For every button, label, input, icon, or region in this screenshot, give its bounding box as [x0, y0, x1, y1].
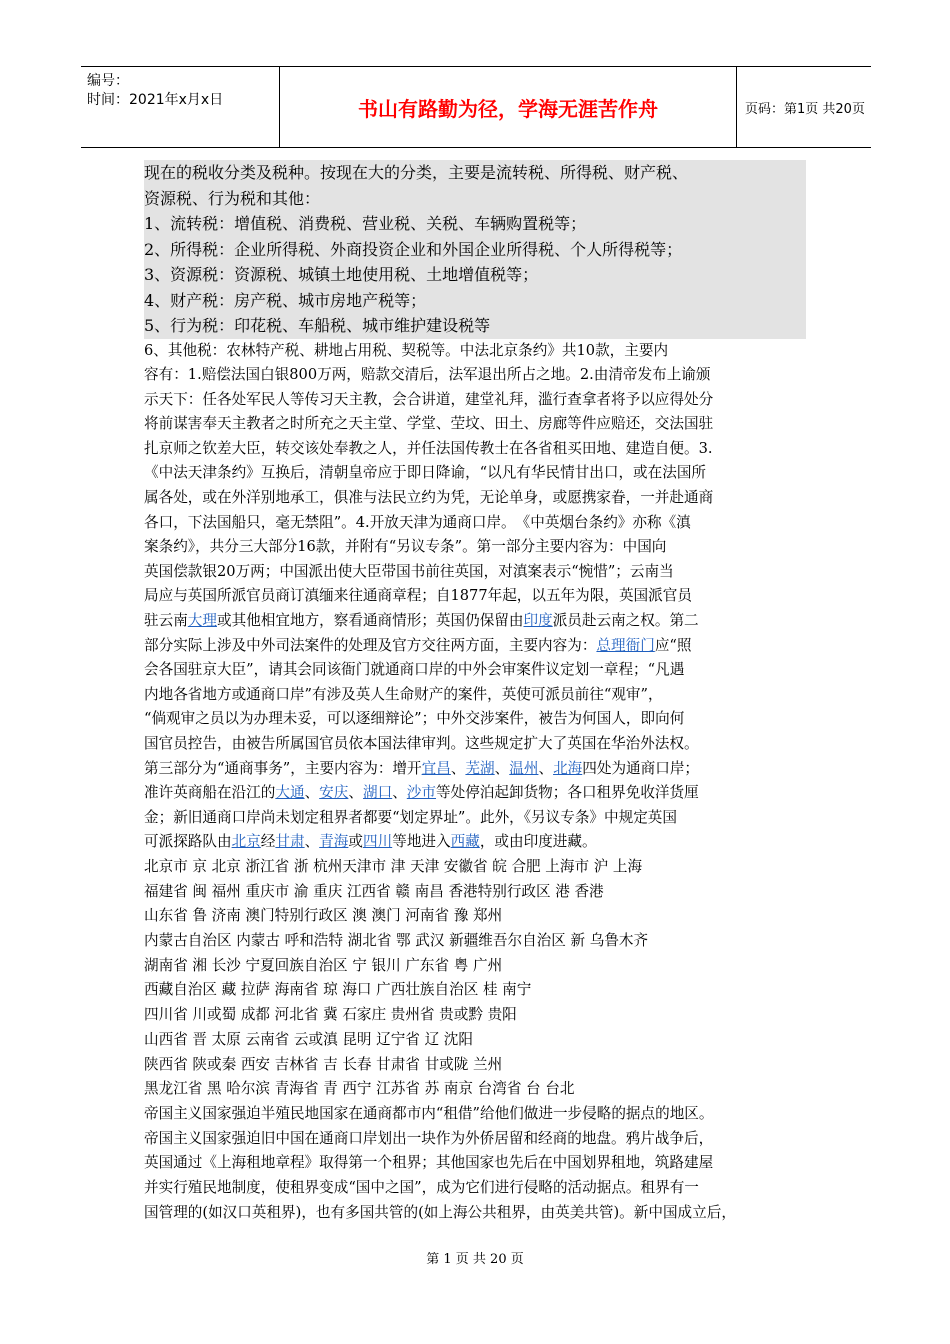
tax-category-line: 资源税、行为税和其他：: [144, 188, 321, 208]
place-link[interactable]: 宜昌: [421, 759, 451, 777]
treaty-text: 驻云南: [144, 612, 188, 630]
treaty-line: [144, 830, 816, 855]
treaty-text: “倘观审之员以为办理未妥，可以逐细辩论”；中外交涉案件，被告为何国人，即向何: [144, 710, 685, 728]
treaty-text: 或其他相宜地方，察看通商情形；英国仍保留由: [217, 612, 524, 630]
treaty-line: [144, 461, 816, 486]
treaty-text: 、: [392, 784, 407, 802]
province-line: 黑龙江省 黑 哈尔滨 青海省 青 西宁 江苏省 苏 南京 台湾省 台 台北: [144, 1080, 575, 1098]
page-header: [81, 66, 871, 148]
treaty-text: 可派探路队由: [144, 833, 232, 851]
place-link[interactable]: 四川: [363, 833, 393, 851]
concession-line: 英国通过《上海租地章程》取得第一个租界；其他国家也先后在中国划界租地，筑路建屋: [144, 1154, 714, 1172]
place-link[interactable]: 印度: [523, 612, 553, 630]
province-line: 湖南省 湘 长沙 宁夏回族自治区 宁 银川 广东省 粤 广州: [144, 956, 503, 974]
place-link[interactable]: 沙市: [406, 784, 436, 802]
treaty-text: 局应与英国所派官员商订滇缅来往通商章程；自1877年起，以五年为限，英国派官员: [144, 587, 692, 605]
treaty-line: [144, 781, 816, 806]
tax-category-line: 5、行为税：印花税、车船税、城市维护建设税等: [144, 316, 491, 335]
concession-line: 并实行殖民地制度，使租界变成“国中之国”，成为它们进行侵略的活动据点。租界有一: [144, 1179, 699, 1197]
document-number-label: 编号：: [87, 73, 129, 89]
province-line: 福建省 闽 福州 重庆市 渝 重庆 江西省 赣 南昌 香港特别行政区 港 香港: [144, 882, 604, 900]
treaty-line: [144, 658, 816, 683]
treaty-text: 部分实际上涉及中外司法案件的处理及官方交往两方面，主要内容为：: [144, 636, 597, 654]
place-link[interactable]: 芜湖: [465, 759, 495, 777]
treaty-line: [144, 806, 816, 831]
treaty-text: 、: [304, 833, 320, 851]
treaty-text: 各口，下法国船只，毫无禁阻”。4.开放天津为通商口岸。 《中英烟台条约》亦称《滇: [144, 513, 691, 531]
tax-category-line: 现在的税收分类及税种。按现在大的分类，主要是流转税、所得税、财产税、: [144, 163, 689, 182]
treaty-text: 会各国驻京大臣”，请其会同该衙门就通商口岸的中外会审案件议定划一章程；“凡遇: [144, 661, 685, 679]
header-motto-cell: [279, 67, 737, 147]
treaty-text: 国官员控告，由被告所属国官员依本国法律审判。这些规定扩大了英国在华治外法权。: [144, 735, 699, 752]
treaty-line: [144, 757, 816, 782]
treaty-text: 或: [348, 833, 364, 851]
place-link[interactable]: 甘肃: [275, 833, 305, 851]
treaty-line: [144, 486, 816, 511]
treaty-text: 等地进入: [392, 833, 451, 851]
treaty-text: 属各处，或在外洋别地承工，俱准与法民立约为凭，无论单身，或愿携家眷，一并赴通商: [144, 489, 714, 507]
province-line: 山东省 鲁 济南 澳门特别行政区 澳 澳门 河南省 豫 郑州: [144, 907, 503, 925]
concession-paragraph: [144, 1102, 816, 1226]
place-link[interactable]: 北京: [231, 833, 261, 851]
treaty-line: [144, 388, 816, 413]
treaty-text: 《中法天津条约》互换后，清朝皇帝应于即日降谕，“以凡有华民情甘出口，或在法国所: [144, 464, 707, 482]
tax-category-block: [144, 160, 806, 339]
treaty-line: [144, 609, 816, 634]
page-footer: 第 1 页 共 20 页: [426, 1252, 524, 1267]
province-line: 北京市 京 北京 浙江省 浙 杭州天津市 津 天津 安徽省 皖 合肥 上海市 沪 上海: [144, 857, 643, 875]
place-link[interactable]: 大理: [187, 612, 217, 630]
tax-category-line: 4、财产税：房产税、城市房地产税等；: [144, 290, 427, 310]
place-link[interactable]: 总理衙门: [596, 636, 655, 654]
treaty-text: 英国偿款银20万两；中国派出使大臣带国书前往英国，对滇案表示“惋惜”；云南当: [144, 562, 674, 580]
place-link[interactable]: 安庆: [319, 784, 349, 802]
treaty-text: ，或由印度进藏。: [479, 833, 597, 851]
tax-category-line: 1、流转税：增值税、消费税、营业税、关税、车辆购置税等；: [144, 214, 587, 233]
treaty-line: [144, 339, 816, 364]
treaty-text: 示天下：任各处军民人等传习天主教，会合讲道，建堂礼拜，滥行查拿者将予以应得处分: [144, 390, 714, 408]
treaty-text: 、: [304, 784, 320, 802]
treaty-line: [144, 412, 816, 437]
treaty-text: 等处停泊起卸货物；各口租界免收洋货厘: [436, 784, 699, 802]
treaty-line: [144, 511, 816, 536]
province-line: 四川省 川或蜀 成都 河北省 冀 石家庄 贵州省 贵或黔 贵阳: [144, 1006, 517, 1024]
treaty-paragraph: [144, 339, 816, 855]
document-body: [144, 160, 816, 1226]
treaty-text: 内地各省地方或通商口岸”有涉及英人生命财产的案件，英使可派员前往“观审”，: [144, 685, 663, 703]
header-left-cell: [81, 67, 279, 147]
treaty-text: 、: [450, 759, 466, 777]
treaty-text: 经: [260, 833, 276, 851]
concession-line: 帝国主义国家强迫半殖民地国家在通商都市内“租借”给他们做进一步侵略的据点的地区。: [144, 1105, 714, 1122]
treaty-line: [144, 560, 816, 585]
treaty-line: [144, 683, 816, 708]
province-line: 内蒙古自治区 内蒙古 呼和浩特 湖北省 鄂 武汉 新疆维吾尔自治区 新 乌鲁木齐: [144, 932, 649, 950]
province-line: 山西省 晋 太原 云南省 云或滇 昆明 辽宁省 辽 沈阳: [144, 1030, 473, 1048]
concession-line: 国管理的(如汉口英租界)，也有多国共管的(如上海公共租界，由英美共管)。新中国成立后，: [144, 1203, 736, 1221]
place-link[interactable]: 北海: [553, 759, 583, 777]
header-page-label: 页码：第1页 共20页: [745, 101, 865, 117]
treaty-text: 第三部分为“通商事务”，主要内容为：增开: [144, 759, 422, 777]
treaty-line: [144, 535, 816, 560]
document-time-label: 时间：2021年x月x日: [87, 92, 224, 108]
place-link[interactable]: 温州: [509, 759, 539, 777]
place-link[interactable]: 青海: [319, 833, 349, 851]
province-line: 西藏自治区 藏 拉萨 海南省 琼 海口 广西壮族自治区 桂 南宁: [144, 981, 532, 999]
place-link[interactable]: 湖口: [362, 784, 393, 802]
treaty-text: 、: [538, 759, 554, 777]
place-link[interactable]: 大通: [275, 784, 305, 802]
treaty-text: 将前谋害奉天主教者之时所充之天主堂、学堂、茔坟、田土、房廊等件应赔还，交法国驻: [144, 415, 714, 433]
tax-category-line: 2、所得税：企业所得税、外商投资企业和外国企业所得税、个人所得税等；: [144, 239, 683, 259]
province-list: [144, 855, 816, 1102]
treaty-text: 派员赴云南之权。第二: [552, 612, 699, 630]
treaty-line: [144, 584, 816, 609]
province-line: 陕西省 陕或秦 西安 吉林省 吉 长春 甘肃省 甘或陇 兰州: [144, 1055, 503, 1073]
concession-line: 帝国主义国家强迫旧中国在通商口岸划出一块作为外侨居留和经商的地盘。鸦片战争后，: [144, 1129, 714, 1147]
header-motto: 书山有路勤为径，学海无涯苦作舟: [358, 96, 658, 121]
treaty-text: 准许英商船在沿江的: [144, 784, 276, 802]
treaty-line: [144, 707, 816, 732]
treaty-text: 应“照: [654, 636, 692, 654]
treaty-text: 容有：1.赔偿法国白银800万两，赔款交清后，法军退出所占之地。2.由清帝发布上谕颁: [144, 366, 711, 384]
place-link[interactable]: 西藏: [450, 833, 480, 851]
treaty-line: [144, 634, 816, 659]
treaty-line: [144, 363, 816, 388]
treaty-text: 四处为通商口岸；: [582, 759, 700, 777]
treaty-text: 、: [494, 759, 510, 777]
treaty-text: 6、其他税：农林特产税、耕地占用税、契税等。中法北京条约》共10款，主要内: [144, 341, 669, 359]
treaty-line: [144, 437, 816, 462]
treaty-line: [144, 732, 816, 757]
treaty-text: 案条约》，共分三大部分16款，并附有“另议专条”。第一部分主要内容为：中国向: [144, 538, 667, 556]
treaty-text: 金；新旧通商口岸尚未划定租界者都要“划定界址”。此外，《另议专条》中规定英国: [144, 808, 677, 826]
treaty-text: 扎京师之钦差大臣，转交该处奉教之人，并任法国传教士在各省租买田地、建造自便。3.: [144, 439, 713, 457]
tax-category-line: 3、资源税：资源税、城镇土地使用税、土地增值税等；: [144, 265, 539, 284]
treaty-text: 、: [348, 784, 363, 802]
